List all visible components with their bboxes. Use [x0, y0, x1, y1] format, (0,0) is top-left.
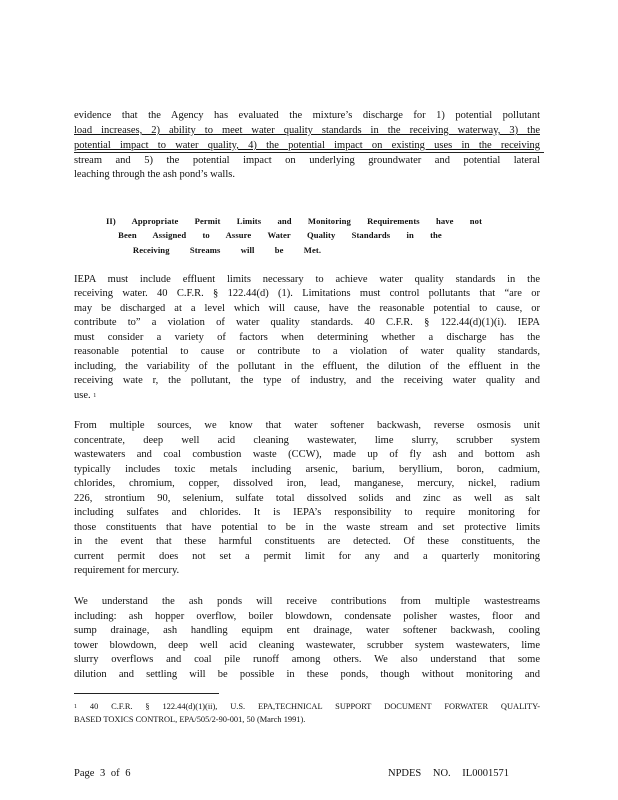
p3-line-2: concentrate, deep well acid cleaning wastewater, lime slurry, scrubber system	[74, 435, 540, 446]
p3-line-3: wastewaters and coal combustion waste (CCW), made up of fly ash and bottom ash	[74, 449, 540, 460]
p3-line-9: in the event that these harmful constituents are detected. Of these constituents, the	[74, 536, 540, 547]
p2-line-9	[74, 389, 540, 404]
permit-number: NPDES NO. IL0001571	[388, 768, 509, 779]
p3-line-6: 226, strontium 90, selenium, sulfate total dissolved solids and zinc as well as salt	[74, 493, 540, 504]
page-number: Page 3 of 6	[74, 768, 131, 779]
footnote-ref: 1	[93, 393, 97, 399]
p2-last-word: use.	[74, 390, 91, 401]
p3-line-11: requirement for mercury.	[74, 565, 180, 576]
revision-strike-line	[74, 152, 544, 153]
p2-line-4: contribute to” a violation of water quality standards. 40 C.F.R. § 122.44(d)(1)(i). IEPA	[74, 317, 540, 328]
p2-line-5: must consider a variety of factors when determining whether a discharge has the	[74, 332, 540, 343]
p4-line-2: including: ash hopper overflow, boiler blowdown, condensate polisher wastes, floor and	[74, 611, 540, 622]
p3-line-5: chlorides, chromium, copper, dissolved iron, lead, manganese, mercury, nickel, radium	[74, 478, 540, 489]
p4-line-6: dilution and settling will be possible in these ponds, though without monitoring and	[74, 669, 540, 680]
footnote-separator	[74, 693, 219, 694]
p2-line-7: including, the variability of the pollutant in the effluent, the dilution of the effluent in the	[74, 361, 540, 372]
p2-line-1: IEPA must include effluent limits necessary to achieve water quality standards in the	[74, 274, 540, 285]
p3-line-7: including sulfates and chlorides. It is IEPA’s responsibility to require monitoring for	[74, 507, 540, 518]
p3-line-1: From multiple sources, we know that water softener backwash, reverse osmosis unit	[74, 420, 540, 431]
p2-line-2: receiving water. 40 C.F.R. § 122.44(d) (1). Limitations must control pollutants that “are or	[74, 288, 540, 299]
p1-line-5: leaching through the ash pond’s walls.	[74, 169, 235, 180]
p3-line-8: those constituents that have potential to be in the waste stream and set protective limits	[74, 522, 540, 533]
p2-line-8: receiving wate r, the pollutant, the type of industry, and the receiving water quality and	[74, 375, 540, 386]
p2-line-6: reasonable potential to cause or contribute to a violation of water quality standards,	[74, 346, 540, 357]
section-heading-line-2: Been Assigned to Assure Water Quality Standards in the	[118, 230, 442, 240]
footnote-mark: 1	[74, 704, 77, 710]
p1-line-1: evidence that the Agency has evaluated the mixture’s discharge for 1) potential pollutant	[74, 110, 540, 121]
p1-line-2: load increases, 2) ability to meet water quality standards in the receiving waterway, 3) the	[74, 125, 540, 136]
p1-line-3: potential impact to water quality, 4) the potential impact on existing uses in the receiving	[74, 140, 540, 151]
p2-line-3: may be discharged at a level which will cause, have the reasonable potential to cause, or	[74, 303, 540, 314]
p4-line-4: tower blowdown, deep well acid cleaning wastewater, scrubber system wastewaters, lime	[74, 640, 540, 651]
footnote-line-1	[74, 701, 540, 714]
section-heading-line-3: Receiving Streams will be Met.	[132, 245, 322, 255]
p3-line-10: current permit does not set a permit limit for any and a quarterly monitoring	[74, 551, 540, 562]
p1-line-4: stream and 5) the potential impact on underlying groundwater and potential lateral	[74, 155, 540, 166]
footnote-text-1: 40 C.F.R. § 122.44(d)(1)(ii), U.S. EPA,TECHNICAL SUPPORT DOCUMENT FORWATER QUALITY-	[89, 702, 540, 711]
p4-line-3: sump drainage, ash handling equipm ent drainage, water softener backwash, cooling	[74, 625, 540, 636]
p4-line-1: We understand the ash ponds will receive contributions from multiple wastestreams	[74, 596, 540, 607]
section-heading-line-1: II) Appropriate Permit Limits and Monitoring Requirements have not	[105, 216, 483, 226]
p3-line-4: typically includes toxic metals including arsenic, barium, beryllium, boron, cadmium,	[74, 464, 540, 475]
p4-line-5: slurry overflows and coal pile runoff among others. We also understand that some	[74, 654, 540, 665]
footnote-line-2: BASED TOXICS CONTROL, EPA/505/2-90-001, 50 (March 1991).	[74, 715, 306, 724]
